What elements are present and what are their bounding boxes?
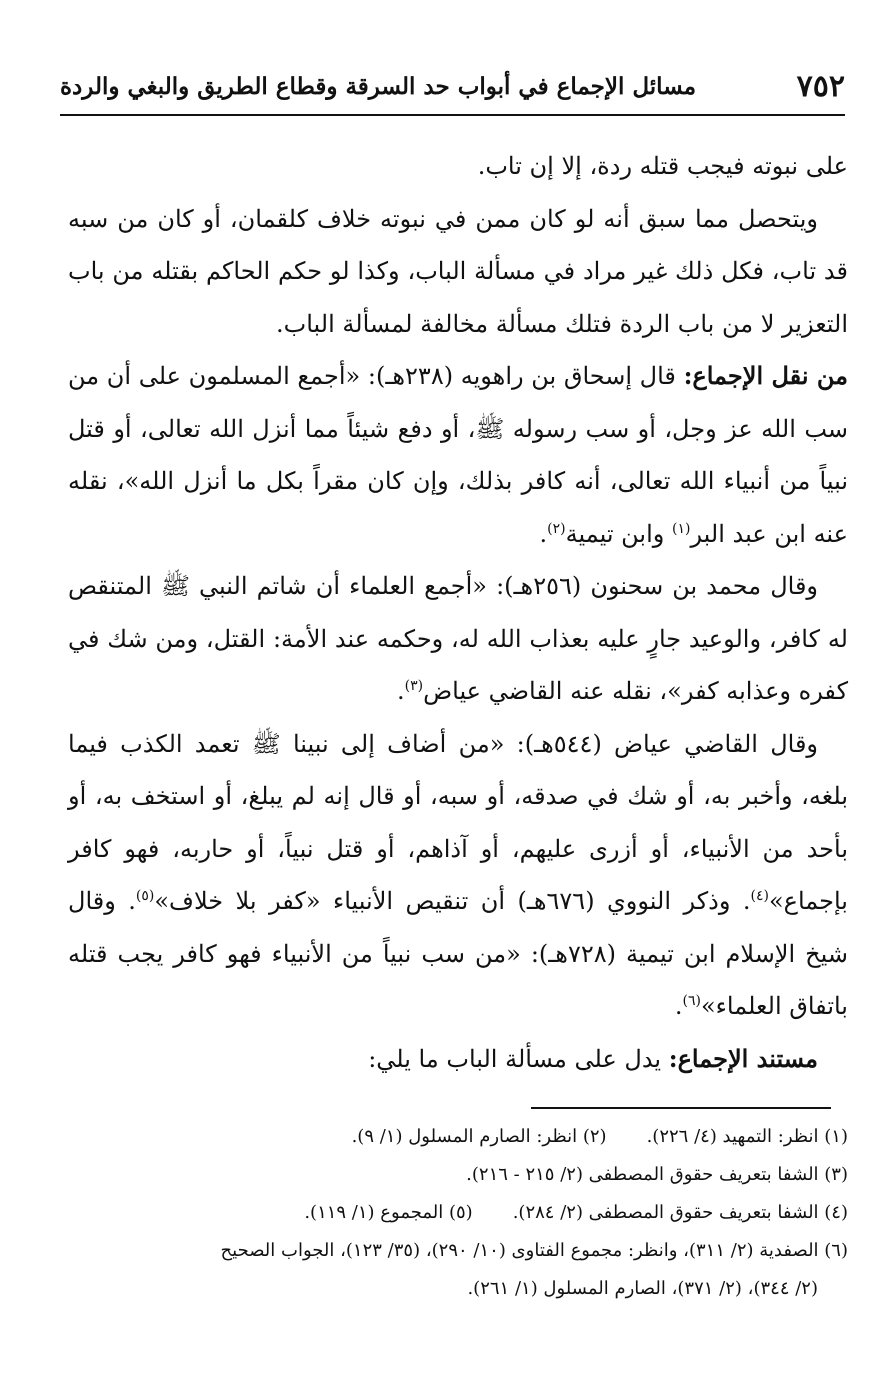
- paragraph-5-end: .: [674, 992, 683, 1020]
- running-title: مسائل الإجماع في أبواب حد السرقة وقطاع الطريق والبغي والردة: [60, 72, 697, 100]
- footnote-5: (٥) المجموع (١/ ١١٩).: [304, 1202, 473, 1223]
- footnote-4: (٤) الشفا بتعريف حقوق المصطفى (٢/ ٢٨٤).: [512, 1202, 848, 1223]
- paragraph-5-text-3: . وقال شيخ الإسلام ابن تيمية (٧٢٨هـ): «من سب نبياً من الأنبياء فهو كافر يجب قتله باتفاق العلماء»: [68, 887, 849, 1020]
- paragraph-5-text: وقال القاضي عياض (٥٤٤هـ): «من أضاف إلى نبينا ﷺ تعمد الكذب فيما بلغه، وأخبر به، أو شك في صدقه، أو سبه، أو قال إنه لم يبلغ، أو استخف به، أو بأحد من الأنبياء، أو أزرى عليهم، أو آذاهم، أو قتل نبياً، أو حاربه، فهو كافر بإجماع»: [68, 729, 848, 915]
- footnote-row-1-2: [70, 1118, 848, 1156]
- footnote-6-line-2: (٢/ ٣٤٤)، (٢/ ٣٧١)، الصارم المسلول (١/ ٢٦١).: [467, 1278, 818, 1299]
- footnotes: [70, 1118, 848, 1308]
- footnote-6-line-1: (٦) الصفدية (٢/ ٣١١)، وانظر: مجموع الفتاوى (١٠/ ٢٩٠)، (٣٥/ ١٢٣)، الجواب الصحيح: [220, 1240, 848, 1261]
- paragraph-6-text: يدل على مسألة الباب ما يلي:: [368, 1044, 669, 1073]
- paragraph-5-text-2: . وذكر النووي (٦٧٦هـ) أن تنقيص الأنبياء «كفر بلا خلاف»: [154, 887, 751, 915]
- page-number: ٧٥٢: [796, 68, 845, 104]
- footnote-ref-3: (٣): [404, 678, 424, 694]
- page-header: [60, 58, 845, 116]
- paragraph-3-text: قال إسحاق بن راهويه (٢٣٨هـ): «أجمع المسلمون على أن من سب الله عز وجل، أو سب رسوله ﷺ، أو دفع شيئاً مما أنزل الله تعالى، أو قتل نبياً من أنبياء الله تعالى، أنه كافر بذلك، وإن كان مقراً بكل ما أنزل الله»، نقله عنه ابن عبد البر: [68, 362, 848, 548]
- paragraph-4-text: وقال محمد بن سحنون (٢٥٦هـ): «أجمع العلماء أن شاتم النبي ﷺ المتنقص له كافر، والوعيد جارٍ عليه بعذاب الله له، وحكمه عند الأمة: القتل، ومن شك في كفره وعذابه كفر»، نقله عنه القاضي عياض: [68, 572, 848, 705]
- footnote-ref-4: (٤): [750, 888, 769, 904]
- paragraph-3-end: .: [539, 519, 548, 548]
- footnote-ref-1: (١): [671, 520, 691, 537]
- consensus-basis-heading: مستند الإجماع:: [668, 1043, 818, 1073]
- paragraph-6: [68, 1033, 848, 1086]
- paragraph-3: [68, 350, 848, 560]
- main-text: [68, 140, 848, 1085]
- footnote-ref-5: (٥): [135, 888, 155, 904]
- consensus-transmitters-heading: من نقل الإجماع:: [683, 361, 848, 390]
- footnote-2: (٢) انظر: الصارم المسلول (١/ ٩).: [351, 1126, 607, 1147]
- footnote-1: (١) انظر: التمهيد (٤/ ٢٢٦).: [646, 1126, 848, 1147]
- footnote-ref-2: (٢): [547, 520, 566, 537]
- paragraph-3-text-2: وابن تيمية: [565, 519, 672, 548]
- footnote-gap: [473, 1194, 513, 1232]
- paragraph-5: [68, 718, 848, 1033]
- footnote-divider: [531, 1107, 831, 1109]
- footnote-gap: [607, 1118, 647, 1156]
- footnote-row-4-5: [70, 1194, 848, 1232]
- paragraph-1: على نبوته فيجب قتله ردة، إلا إن تاب.: [477, 152, 848, 180]
- footnote-3: (٣) الشفا بتعريف حقوق المصطفى (٢/ ٢١٥ - ٢١٦).: [466, 1164, 848, 1185]
- paragraph-4-end: .: [397, 677, 405, 705]
- paragraph-2: ويتحصل مما سبق أنه لو كان ممن في نبوته خلاف كلقمان، أو كان من سبه قد تاب، فكل ذلك غير مراد في مسألة الباب، وكذا لو حكم الحاكم بقتله من باب التعزير لا من باب الردة فتلك مسألة مخالفة لمسألة الباب.: [68, 204, 848, 338]
- footnote-ref-6: (٦): [682, 993, 701, 1009]
- paragraph-4: [68, 560, 848, 718]
